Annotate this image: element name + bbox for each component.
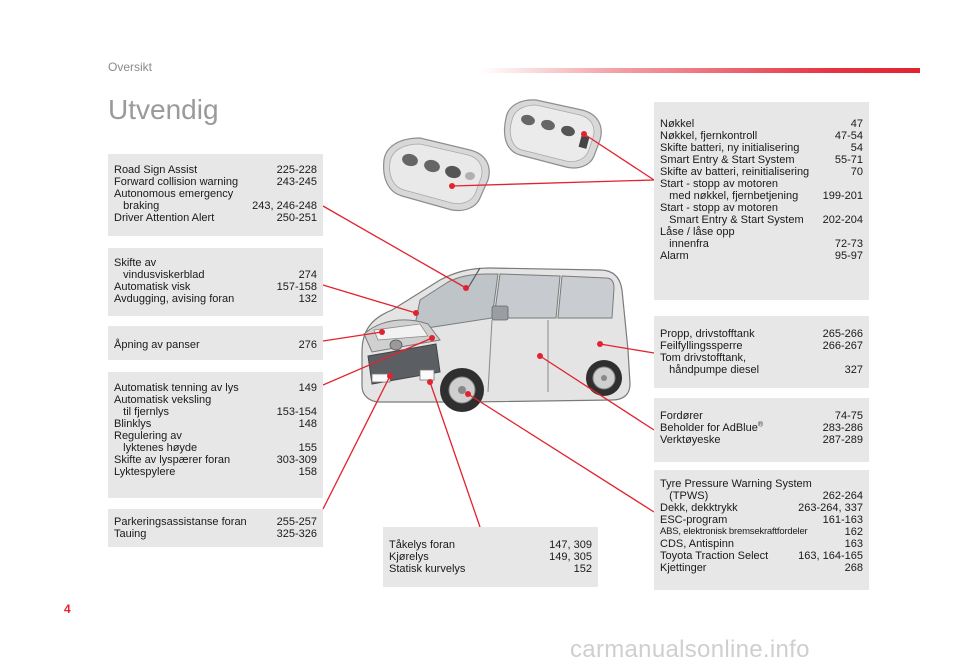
list-item[interactable]: Lyktespylere 158 (114, 466, 317, 478)
list-item[interactable]: Start - stopp av motoren med nøkkel, fjernbetjening 199-201 (660, 178, 863, 202)
list-item[interactable]: Åpning av panser 276 (114, 339, 317, 351)
list-item[interactable]: Verktøyeske 287-289 (660, 434, 863, 446)
box-wipers (108, 248, 323, 316)
list-item[interactable]: Automatisk veksling til fjernlys 153-154 (114, 394, 317, 418)
list-item[interactable]: Tom drivstofftank, håndpumpe diesel 327 (660, 352, 863, 376)
list-item[interactable]: Road Sign Assist 225-228 (114, 164, 317, 176)
list-item[interactable]: Tyre Pressure Warning System (TPWS) 262-264 (660, 478, 863, 502)
list-item[interactable]: Regulering av lyktenes høyde 155 (114, 430, 317, 454)
list-item[interactable]: Skifte av vindusviskerblad 274 (114, 257, 317, 281)
list-item[interactable]: Autonomous emergency braking 243, 246-248 (114, 188, 317, 212)
section-title: Oversikt (108, 60, 153, 74)
list-item[interactable]: ABS, elektronisk bremsekraftfordeler 162 (660, 526, 863, 538)
list-item[interactable]: Skifte av batteri, reinitialisering 70 (660, 166, 863, 178)
box-fuel (654, 316, 869, 388)
list-item[interactable]: Propp, drivstofftank 265-266 (660, 328, 863, 340)
box-parking (108, 509, 323, 547)
box-tyres (654, 470, 869, 590)
list-item[interactable]: Nøkkel, fjernkontroll 47-54 (660, 130, 863, 142)
box-lighting (108, 372, 323, 498)
list-item[interactable]: Statisk kurvelys 152 (389, 563, 592, 575)
list-item[interactable]: Forward collision warning 243-245 (114, 176, 317, 188)
front-wheel (440, 368, 484, 412)
list-item[interactable]: Driver Attention Alert 250-251 (114, 212, 317, 224)
page-number: 4 (64, 602, 71, 616)
box-bonnet (108, 326, 323, 360)
page-title: Utvendig (108, 94, 219, 125)
list-item[interactable]: Nøkkel 47 (660, 118, 863, 130)
list-item[interactable]: ESC-program 161-163 (660, 514, 863, 526)
list-item[interactable]: Fordører 74-75 (660, 410, 863, 422)
list-item[interactable]: Parkeringsassistanse foran 255-257 (114, 516, 317, 528)
list-item[interactable]: Kjørelys 149, 305 (389, 551, 592, 563)
list-item[interactable]: Automatisk tenning av lys 149 (114, 382, 317, 394)
list-item[interactable]: Skifte batteri, ny initialisering 54 (660, 142, 863, 154)
list-item[interactable]: Start - stopp av motoren Smart Entry & Start System 202-204 (660, 202, 863, 226)
list-item[interactable]: Beholder for AdBlue® 283-286 (660, 421, 863, 434)
list-item[interactable]: Feilfyllingssperre 266-267 (660, 340, 863, 352)
list-item[interactable]: Automatisk visk 157-158 (114, 281, 317, 293)
box-keys (654, 102, 869, 300)
watermark: carmanualsonline.info (570, 636, 810, 663)
list-item[interactable]: Skifte av lyspærer foran 303-309 (114, 454, 317, 466)
key-fob-left-icon (384, 138, 490, 211)
box-driver-assist (108, 154, 323, 236)
list-item[interactable]: Toyota Traction Select 163, 164-165 (660, 550, 863, 562)
list-item[interactable]: Låse / låse opp innenfra 72-73 (660, 226, 863, 250)
box-doors (654, 398, 869, 462)
list-item[interactable]: Dekk, dekktrykk 263-264, 337 (660, 502, 863, 514)
list-item[interactable]: CDS, Antispinn 163 (660, 538, 863, 550)
list-item[interactable]: Avdugging, avising foran 132 (114, 293, 317, 305)
list-item[interactable]: Tåkelys foran 147, 309 (389, 539, 592, 551)
list-item[interactable]: Smart Entry & Start System 55-71 (660, 154, 863, 166)
list-item[interactable]: Tauing 325-326 (114, 528, 317, 540)
rear-wheel (586, 360, 622, 396)
box-fog-lights (383, 527, 598, 587)
list-item[interactable]: Alarm 95-97 (660, 250, 863, 262)
list-item[interactable]: Kjettinger 268 (660, 562, 863, 574)
list-item[interactable]: Blinklys 148 (114, 418, 317, 430)
